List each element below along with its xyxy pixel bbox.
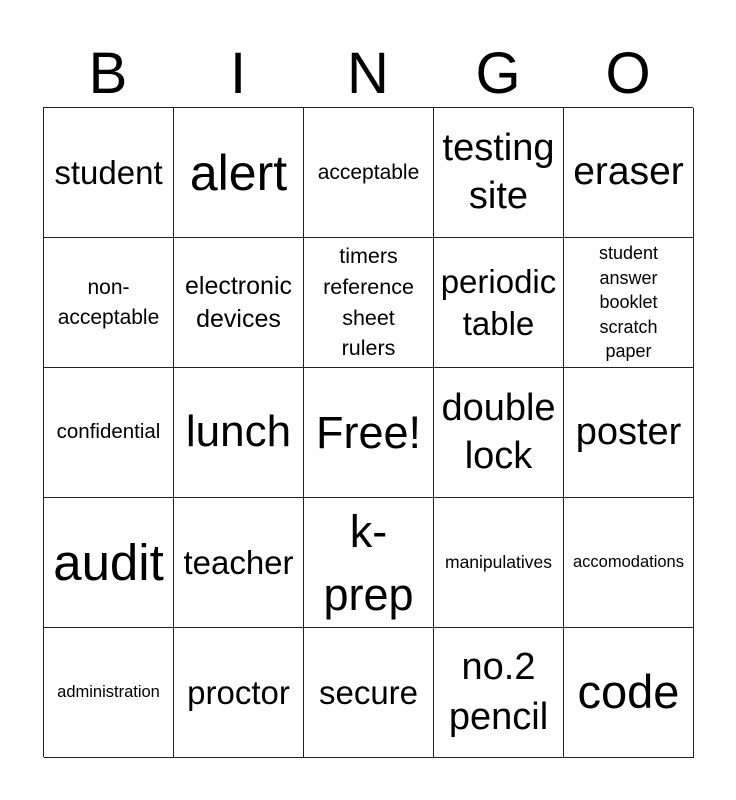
bingo-cell[interactable]: [44, 368, 174, 498]
bingo-cell[interactable]: [434, 368, 564, 498]
bingo-cell[interactable]: [304, 368, 434, 498]
bingo-cell[interactable]: [564, 108, 694, 238]
bingo-cell[interactable]: [434, 628, 564, 758]
cell-text: manipulatives: [445, 552, 552, 572]
bingo-cell[interactable]: [304, 498, 434, 628]
cell-text: secure: [318, 673, 419, 711]
bingo-cell[interactable]: [174, 628, 304, 758]
cell-text: accomodations: [573, 552, 684, 571]
bingo-cell[interactable]: [304, 238, 434, 368]
bingo-cell[interactable]: [564, 498, 694, 628]
cell-text: periodic table: [440, 263, 557, 342]
bingo-board: [43, 107, 693, 757]
cell-text: eraser: [573, 150, 684, 194]
header-letter-g: G: [475, 41, 521, 106]
bingo-cell[interactable]: [174, 368, 304, 498]
header-letter-n: N: [347, 41, 389, 106]
cell-text: code: [577, 665, 680, 719]
bingo-cell[interactable]: [304, 628, 434, 758]
bingo-cell[interactable]: [564, 628, 694, 758]
header-letter-o: O: [605, 41, 651, 106]
cell-text: k- prep: [323, 505, 414, 620]
bingo-cell[interactable]: [44, 238, 174, 368]
cell-text: testing site: [442, 127, 555, 217]
bingo-cell[interactable]: [174, 498, 304, 628]
header-letter-b: B: [88, 41, 128, 106]
cell-text: acceptable: [317, 160, 420, 184]
cell-text: non- acceptable: [57, 276, 160, 329]
cell-text: proctor: [187, 673, 290, 711]
bingo-cell[interactable]: [564, 368, 694, 498]
bingo-cell[interactable]: [174, 238, 304, 368]
bingo-cell[interactable]: [44, 108, 174, 238]
bingo-cell[interactable]: [174, 108, 304, 238]
cell-text: poster: [575, 410, 682, 453]
cell-text: student: [54, 153, 163, 191]
cell-text: Free!: [315, 406, 422, 458]
bingo-cell[interactable]: [434, 498, 564, 628]
bingo-cell[interactable]: [434, 108, 564, 238]
header-letter-i: I: [229, 41, 247, 106]
cell-text: lunch: [185, 407, 292, 457]
bingo-cell[interactable]: [434, 238, 564, 368]
cell-text: double lock: [441, 387, 556, 477]
cell-text: student answer booklet scratch paper: [598, 242, 659, 362]
cell-text: audit: [53, 533, 164, 591]
bingo-header: [43, 40, 693, 108]
cell-text: teacher: [183, 543, 294, 581]
cell-text: confidential: [56, 420, 161, 444]
cell-text: administration: [57, 682, 160, 701]
cell-text: timers reference sheet rulers: [323, 244, 414, 361]
cell-text: electronic devices: [185, 272, 292, 333]
cell-text: no.2 pencil: [448, 646, 549, 738]
cell-text: alert: [189, 144, 288, 201]
bingo-cell[interactable]: [304, 108, 434, 238]
bingo-cell[interactable]: [44, 498, 174, 628]
bingo-cell[interactable]: [564, 238, 694, 368]
bingo-cell[interactable]: [44, 628, 174, 758]
